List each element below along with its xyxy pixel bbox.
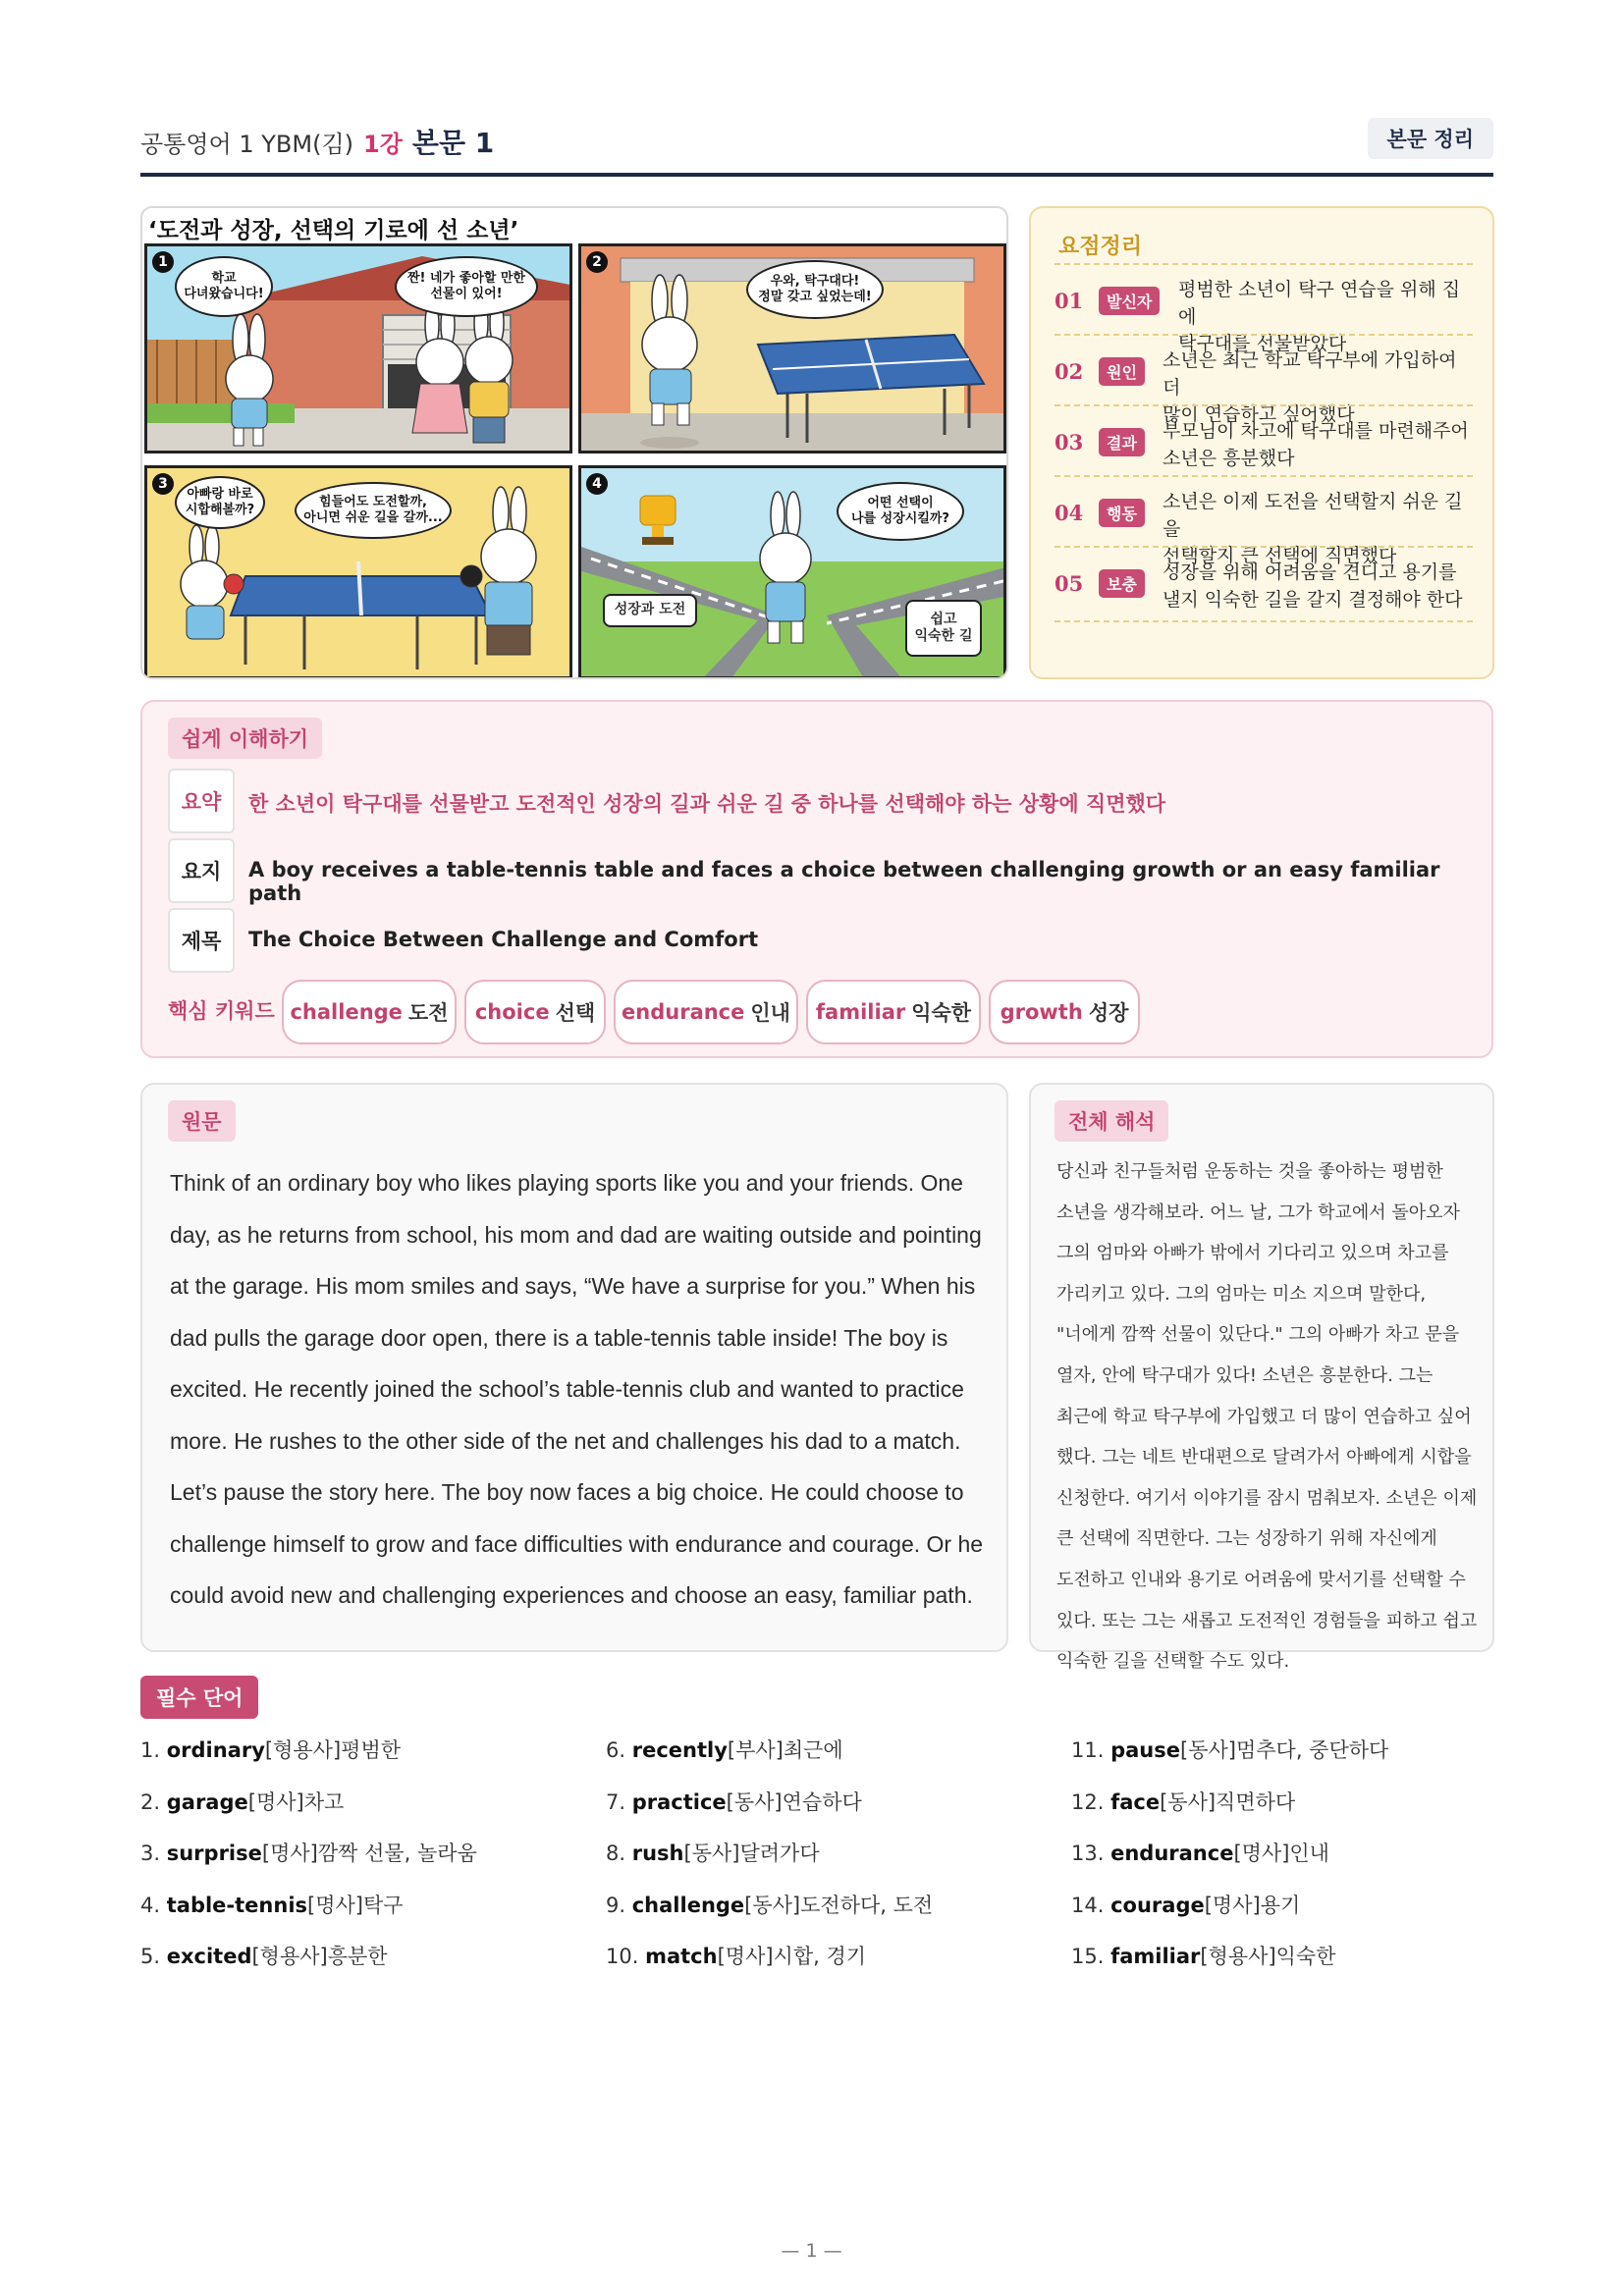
vocab-column-1 [140, 1735, 572, 1993]
key-point-text: 성장을 위해 어려움을 견디고 용기를 낼지 익숙한 길을 갈지 결정해야 한다 [1163, 561, 1463, 611]
vocab-definition: [동사]멈추다, 중단하다 [1180, 1738, 1389, 1762]
vocab-number: 11. [1071, 1738, 1105, 1762]
original-chip: 원문 [168, 1100, 236, 1142]
vocab-definition: [부사]최근에 [727, 1738, 843, 1762]
speech-bubble-boy-match: 아빠랑 바로 시합해볼까? [175, 476, 265, 529]
easy-understanding-box [140, 700, 1493, 1058]
section-tag: 본문 정리 [1368, 118, 1493, 159]
vocab-number: 4. [140, 1893, 161, 1917]
vocab-word: ordinary [166, 1738, 265, 1762]
keyword-ko: 성장 [1088, 1001, 1129, 1025]
keyword-en: choice [474, 1000, 550, 1024]
key-point-number: 01 [1055, 289, 1084, 313]
vocab-item [140, 1941, 572, 1993]
keyword-ko: 선택 [555, 1001, 596, 1025]
translation-passage: 당신과 친구들처럼 운동하는 것을 좋아하는 평범한 소년을 생각해보라. 어느 날, 그가 학교에서 돌아오자 그의 엄마와 아빠가 밖에서 기다리고 있으며 차고를 가리키고 있다. 그의 엄마는 미소 지으며 말한다, "너에게 깜짝 선물이 있단다." 그의 아빠가 차고 문을 열자, 안에 탁구대가 있다! 소년은 흥분한다. 그는 최근에 학교 탁구부에 가입했고 더 많이 연습하고 싶어 했다. 그는 네트 반대편으로 달려가서 아빠에게 시합을 신청한다. 여기서 이야기를 잠시 멈춰보자. 소년은 이제 큰 선택에 직면한다. 그는 성장하기 위해 자신에게 도전하고 인내와 용기로 어려움에 맞서기를 선택할 수 있다. 또는 그는 새롭고 도전적인 경험들을 피하고 쉽고 익숙한 길을 선택할 수도 있다. [1056, 1161, 1478, 1673]
thought-bubble-which-choice: 어떤 선택이 나를 성장시킬까? [837, 482, 964, 541]
speech-bubble-parents-gift: 짠! 네가 좋아할 만한 선물이 있어! [395, 256, 538, 317]
vocab-number: 5. [140, 1945, 161, 1968]
lesson-number: 1강 [363, 131, 403, 158]
vocab-definition: [형용사]익숙한 [1200, 1945, 1336, 1968]
comic-panel-3 [144, 465, 572, 679]
keyword-chip [806, 980, 981, 1044]
key-point-number: 04 [1055, 501, 1084, 525]
vocab-definition: [명사]깜짝 선물, 놀라움 [261, 1842, 477, 1865]
sign-easy-path: 쉽고 익숙한 길 [905, 600, 982, 657]
vocab-item [606, 1890, 1038, 1942]
summary-text: 한 소년이 탁구대를 선물받고 도전적인 성장의 길과 쉬운 길 중 하나를 선택해야 하는 상황에 직면했다 [248, 792, 1166, 816]
vocab-definition: [명사]용기 [1204, 1893, 1301, 1917]
key-point-badge: 행동 [1099, 499, 1145, 527]
vocab-item [1071, 1838, 1503, 1890]
divider [1055, 334, 1473, 336]
key-point-badge: 발신자 [1099, 287, 1160, 315]
key-point-number: 03 [1055, 430, 1084, 454]
vocab-number: 3. [140, 1842, 161, 1865]
vocab-item [1071, 1890, 1503, 1942]
speech-bubble-boy-excited: 우와, 탁구대다! 정말 갖고 싶었는데! [746, 260, 884, 319]
vocab-word: excited [166, 1945, 252, 1968]
vocab-word: surprise [166, 1842, 262, 1865]
vocab-number: 15. [1071, 1945, 1105, 1968]
original-passage: Think of an ordinary boy who likes playing sports like you and your friends. One day, as he returns from school, his mom and dad are waiting outside and pointing at the garage. His mom smiles and says, “We have a surprise for you.” When his dad pulls the garage door open, there is a table-tennis table inside! The boy is excited. He recently joined the school’s table-tennis club and wanted to practice more. He rushes to the other side of the net and challenges his dad to a match. Let’s pause the story here. The boy now faces a big choice. He could choose to challenge himself to grow and face difficulties with endurance and courage. Or he could avoid new and challenging experiences and choose an easy, familiar path. [170, 1170, 984, 1608]
sign-growth-challenge: 성장과 도전 [603, 594, 697, 627]
comic-strip [140, 206, 1008, 679]
comic-title: ‘도전과 성장, 선택의 기로에 선 소년’ [148, 218, 519, 243]
keywords-label: 핵심 키워드 [168, 999, 275, 1023]
gist-text: A boy receives a table-tennis table and faces a choice between challenging growth or an easy familiar path [248, 858, 1440, 905]
thought-bubble-boy-choice: 힘들어도 도전할까, 아니면 쉬운 길을 갈까... [295, 482, 452, 539]
key-point-number: 02 [1055, 359, 1084, 384]
vocab-definition: [명사]인내 [1233, 1842, 1329, 1865]
vocab-definition: [동사]도전하다, 도전 [744, 1893, 934, 1917]
translation-chip: 전체 해석 [1055, 1100, 1168, 1142]
divider [1055, 620, 1473, 622]
key-point-item [1055, 479, 1477, 567]
vocab-word: courage [1110, 1893, 1205, 1917]
vocab-item [140, 1890, 572, 1942]
page-number: — 1 — [781, 2240, 842, 2262]
vocab-item [140, 1787, 572, 1839]
vocab-number: 12. [1071, 1789, 1105, 1814]
title-label: 제목 [168, 908, 235, 973]
vocab-item [606, 1735, 1038, 1787]
summary-label: 요약 [168, 769, 235, 833]
divider [1055, 263, 1473, 265]
vocab-word: familiar [1110, 1945, 1201, 1968]
vocab-item [140, 1735, 572, 1787]
vocab-definition: [명사]시합, 경기 [717, 1945, 867, 1968]
page-title: 본문 1 [411, 127, 495, 159]
original-text-box [140, 1083, 1008, 1652]
key-point-text: 소년은 이제 도전을 선택할지 쉬운 길을 선택할지 큰 선택에 직면했다 [1163, 491, 1463, 567]
vocab-definition: [형용사]흥분한 [251, 1945, 388, 1968]
vocab-word: challenge [631, 1893, 745, 1917]
vocab-item [1071, 1941, 1503, 1993]
header-subject [140, 122, 494, 161]
vocab-word: endurance [1110, 1842, 1234, 1865]
vocab-word: recently [631, 1738, 728, 1762]
vocab-item [140, 1838, 572, 1890]
speech-bubble-boy-home: 학교 다녀왔습니다! [175, 256, 273, 317]
gist-label: 요지 [168, 838, 235, 903]
key-point-text: 평범한 소년이 탁구 연습을 위해 집에 탁구대를 선물받았다 [1178, 279, 1461, 355]
key-point-badge: 원인 [1099, 357, 1145, 386]
key-points-heading: 요점정리 [1058, 235, 1143, 259]
vocab-word: match [645, 1945, 718, 1968]
comic-panel-4 [578, 465, 1006, 679]
comic-panel-1 [144, 243, 572, 454]
key-point-badge: 보충 [1099, 569, 1145, 598]
key-point-item [1055, 267, 1477, 355]
vocab-number: 2. [140, 1789, 161, 1814]
key-point-item [1055, 408, 1477, 477]
page-header [140, 116, 1493, 177]
easy-understanding-chip: 쉽게 이해하기 [168, 718, 322, 759]
panel-number-4: 4 [586, 473, 608, 495]
divider [1055, 404, 1473, 406]
divider [1055, 475, 1473, 477]
vocab-number: 9. [606, 1893, 626, 1917]
panel-number-3: 3 [152, 473, 174, 495]
vocab-word: face [1110, 1789, 1161, 1814]
subject-name: 공통영어 1 YBM(김) [140, 131, 354, 158]
keyword-ko: 익숙한 [911, 1001, 972, 1025]
keyword-chip [614, 980, 798, 1044]
vocab-column-3 [1071, 1735, 1503, 1993]
vocab-item [606, 1838, 1038, 1890]
vocab-chip: 필수 단어 [140, 1676, 258, 1719]
panel-number-2: 2 [586, 251, 608, 273]
translation-box [1029, 1083, 1494, 1673]
vocab-number: 10. [606, 1945, 639, 1968]
vocab-number: 7. [606, 1789, 626, 1814]
key-points-box [1029, 206, 1494, 679]
keyword-ko: 도전 [407, 1001, 449, 1025]
vocab-number: 13. [1071, 1842, 1105, 1865]
keyword-chip [464, 980, 606, 1044]
panel-number-1: 1 [152, 251, 174, 273]
key-point-text: 부모님이 차고에 탁구대를 마련해주어 소년은 흥분했다 [1163, 420, 1469, 469]
vocab-number: 8. [606, 1842, 626, 1865]
vocab-number: 1. [140, 1738, 161, 1762]
vocab-item [606, 1941, 1038, 1993]
vocab-definition: [형용사]평범한 [264, 1738, 402, 1762]
title-text: The Choice Between Challenge and Comfort [248, 928, 759, 951]
keyword-chip [282, 980, 457, 1044]
vocab-word: pause [1110, 1738, 1180, 1762]
vocab-column-2 [606, 1735, 1038, 1993]
keyword-en: growth [1000, 1000, 1083, 1024]
key-point-number: 05 [1055, 571, 1084, 596]
vocab-definition: [명사]차고 [247, 1789, 345, 1814]
keyword-chip [989, 980, 1140, 1044]
vocab-definition: [동사]직면하다 [1160, 1789, 1296, 1814]
vocab-item [1071, 1735, 1503, 1787]
vocab-word: rush [631, 1842, 684, 1865]
key-point-text: 소년은 최근 학교 탁구부에 가입하여 더 많이 연습하고 싶어했다 [1163, 349, 1457, 426]
vocab-definition: [동사]달려가다 [683, 1842, 820, 1865]
keyword-ko: 인내 [750, 1001, 790, 1025]
vocab-number: 6. [606, 1738, 626, 1762]
keyword-en: challenge [290, 1000, 403, 1024]
vocab-definition: [명사]탁구 [307, 1893, 404, 1917]
key-point-item [1055, 338, 1477, 426]
keyword-en: familiar [815, 1000, 906, 1024]
vocab-word: practice [631, 1789, 727, 1814]
vocab-word: table-tennis [166, 1893, 308, 1917]
divider [1055, 546, 1473, 548]
key-point-item [1055, 550, 1477, 618]
vocab-item [606, 1787, 1038, 1839]
comic-panel-2 [578, 243, 1006, 454]
key-point-badge: 결과 [1099, 428, 1145, 456]
vocab-word: garage [166, 1789, 248, 1814]
vocab-item [1071, 1787, 1503, 1839]
vocab-definition: [동사]연습하다 [726, 1789, 862, 1814]
keyword-en: endurance [622, 1000, 745, 1024]
vocab-number: 14. [1071, 1893, 1105, 1917]
